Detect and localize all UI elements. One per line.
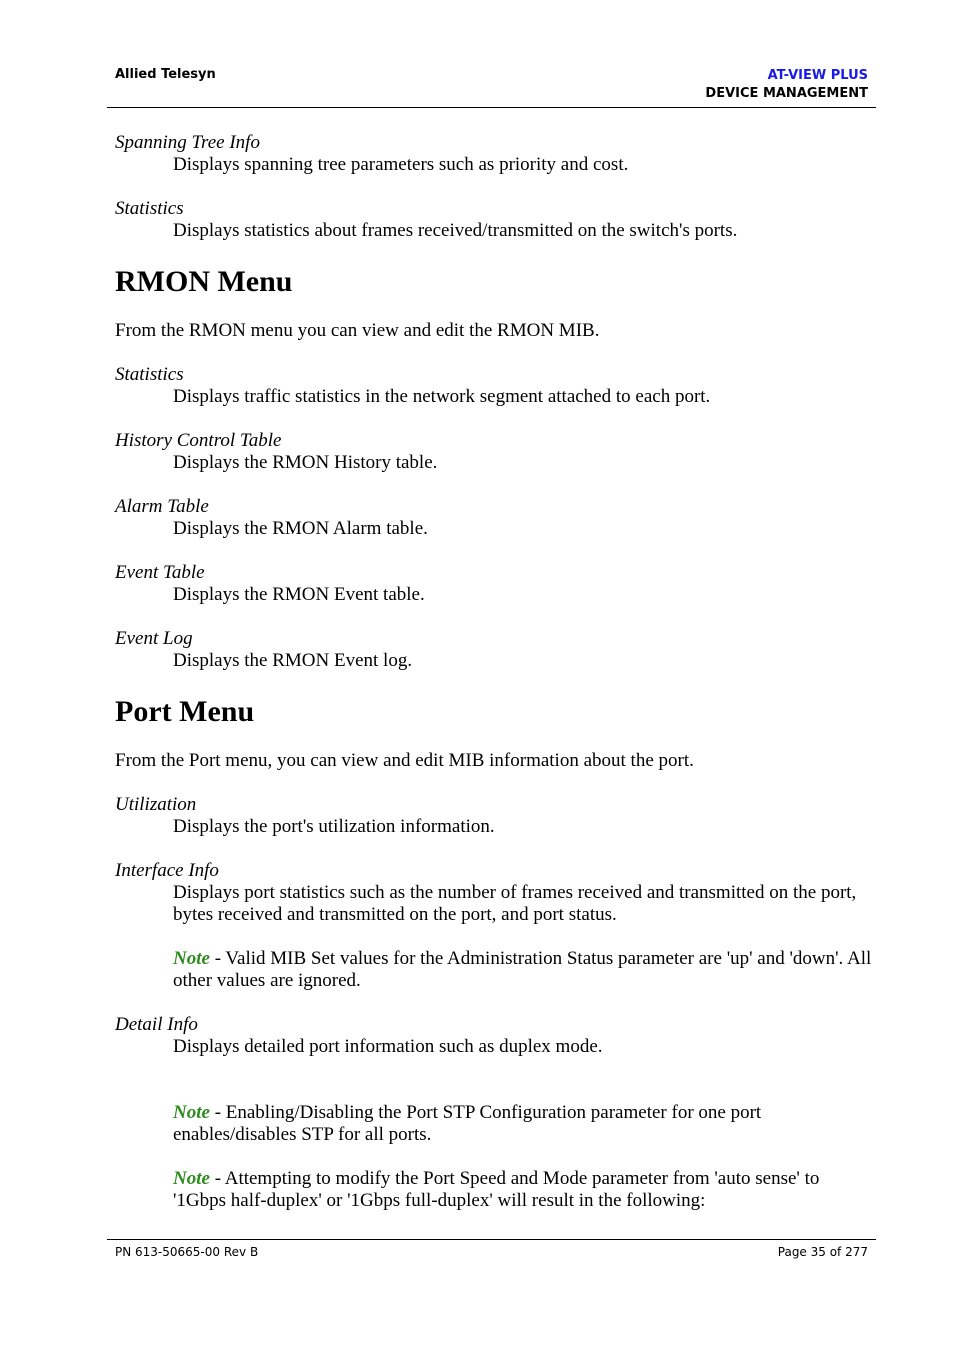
desc-rmon-statistics: Displays traffic statistics in the network segment attached to each port. bbox=[173, 386, 711, 407]
spacer bbox=[115, 1080, 875, 1102]
term-history-control-table: History Control Table bbox=[115, 430, 282, 451]
term-rmon-statistics: Statistics bbox=[115, 364, 184, 385]
desc-utilization: Displays the port's utilization information. bbox=[173, 816, 495, 837]
part-number: PN 613-50665-00 Rev B bbox=[115, 1245, 259, 1259]
term-utilization: Utilization bbox=[115, 794, 197, 815]
desc-alarm-table: Displays the RMON Alarm table. bbox=[173, 518, 428, 539]
term-detail-info: Detail Info bbox=[115, 1014, 198, 1035]
rmon-intro: From the RMON menu you can view and edit the RMON MIB. bbox=[115, 320, 600, 341]
term-event-log: Event Log bbox=[115, 628, 193, 649]
note-label: Note bbox=[173, 948, 210, 969]
note-label: Note bbox=[173, 1102, 210, 1123]
note-speed-mode bbox=[173, 1168, 875, 1212]
desc-detail-info: Displays detailed port information such as duplex mode. bbox=[173, 1036, 603, 1057]
desc-interface-info: Displays port statistics such as the number of frames received and transmitted on the port, bytes received and transmitted on the port, and port status. bbox=[173, 882, 857, 925]
footer-rule bbox=[107, 1239, 876, 1240]
term-interface-info: Interface Info bbox=[115, 860, 219, 881]
desc-history-control-table: Displays the RMON History table. bbox=[173, 452, 438, 473]
page-number: Page 35 of 277 bbox=[777, 1245, 868, 1259]
desc-statistics: Displays statistics about frames received/transmitted on the switch's ports. bbox=[173, 220, 738, 241]
term-spanning-tree-info: Spanning Tree Info bbox=[115, 132, 260, 153]
desc-event-log: Displays the RMON Event log. bbox=[173, 650, 413, 671]
desc-spanning-tree-info: Displays spanning tree parameters such as priority and cost. bbox=[173, 154, 629, 175]
term-statistics: Statistics bbox=[115, 198, 184, 219]
header-right bbox=[705, 67, 868, 103]
term-event-table: Event Table bbox=[115, 562, 205, 583]
note-label: Note bbox=[173, 1168, 210, 1189]
note-interface-info bbox=[173, 948, 875, 992]
desc-event-table: Displays the RMON Event table. bbox=[173, 584, 425, 605]
header-rule bbox=[107, 107, 876, 108]
section-name: DEVICE MANAGEMENT bbox=[705, 86, 868, 101]
note-stp bbox=[173, 1102, 875, 1146]
note-text: - Valid MIB Set values for the Administration Status parameter are 'up' and 'down'. All other values are ignored. bbox=[173, 948, 872, 991]
note-text: - Enabling/Disabling the Port STP Configuration parameter for one port enables/disables STP for all ports. bbox=[173, 1102, 762, 1145]
port-intro: From the Port menu, you can view and edit MIB information about the port. bbox=[115, 750, 694, 771]
company-name: Allied Telesyn bbox=[115, 67, 216, 82]
note-text: - Attempting to modify the Port Speed and Mode parameter from 'auto sense' to '1Gbps half-duplex' or '1Gbps full-duplex' will result in the following: bbox=[173, 1168, 820, 1211]
product-name: AT-VIEW PLUS bbox=[767, 68, 868, 83]
page-content bbox=[115, 132, 875, 1234]
term-alarm-table: Alarm Table bbox=[115, 496, 209, 517]
rmon-heading: RMON Menu bbox=[115, 265, 293, 298]
port-heading: Port Menu bbox=[115, 695, 255, 728]
